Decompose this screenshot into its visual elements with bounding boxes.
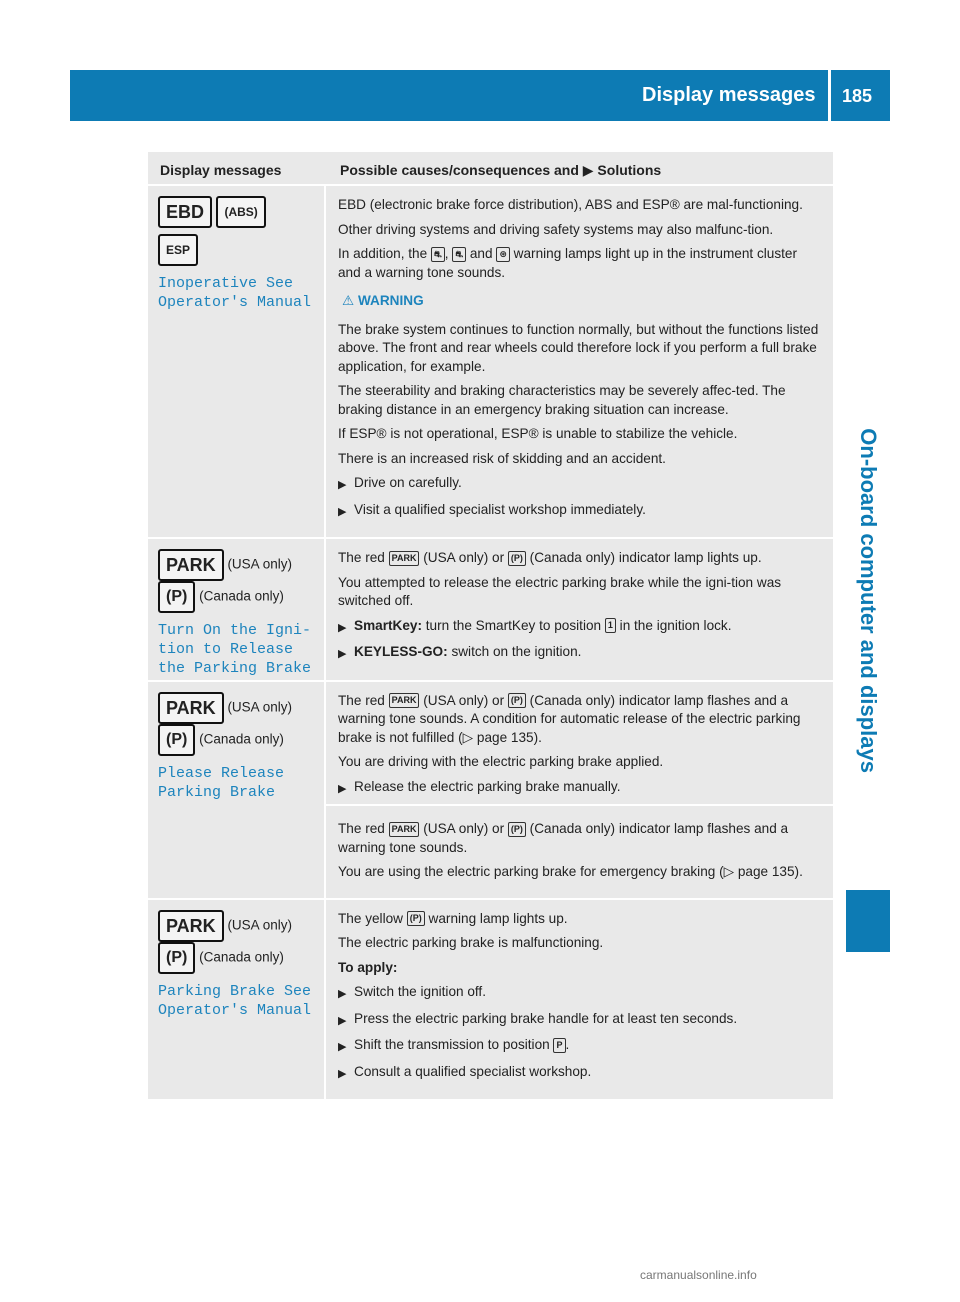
display-message: Turn On the Igni- tion to Release the Parking Brake (158, 622, 312, 677)
arrow-icon: ▶ (338, 988, 347, 1000)
text: and (469, 246, 493, 261)
watermark: carmanualsonline.info (640, 1268, 757, 1282)
text: Other driving systems and driving safety systems may also malfunc-tion. (338, 221, 774, 237)
side-tab (846, 121, 890, 801)
bullet-text: Press the electric parking brake handle for at least ten seconds. (354, 1010, 738, 1026)
text: The brake system continues to function normally, but without the functions listed above. The front and rear wheels could therefore lock if you perform a full brake application, for example. (338, 321, 819, 374)
text: (Canada only) indicator lamp flashes and a warning tone sounds. A condition for automatic release of the electric parking brake is not fulfilled (▷ page 135). (338, 692, 801, 745)
arrow-icon: ▶ (338, 1067, 347, 1080)
usa-caption: (USA only) (227, 917, 292, 933)
parking-brake-icon: (P) (158, 942, 195, 974)
text: You are driving with the electric parking brake applied. (338, 754, 664, 769)
text: In addition, the (338, 246, 428, 261)
bullet-text: in the ignition lock. (619, 617, 732, 633)
display-message: Please Release Parking Brake (158, 764, 285, 801)
text: The red (338, 550, 385, 565)
canada-caption: (Canada only) (199, 588, 284, 604)
arrow-icon: ▶ (338, 479, 347, 491)
text: (USA only) or (423, 692, 505, 708)
usa-caption: (USA only) (227, 699, 292, 715)
arrow-icon: ▶ (338, 505, 347, 518)
text: The red (338, 692, 385, 708)
table-row (148, 184, 833, 537)
side-title: On-board computer and displays (856, 428, 881, 773)
canada-caption: (Canada only) (199, 731, 284, 747)
usa-caption: (USA only) (227, 556, 292, 572)
parking-brake-small-icon: (P) (508, 693, 526, 708)
text: (Canada only) indicator lamp lights up. (529, 550, 762, 565)
park-icon: PARK (158, 692, 224, 724)
park-small-icon: PARK (389, 693, 420, 708)
text: The steerability and braking characteristics may be severely affec-ted. The braking distance in an emergency braking situation can increase. (338, 383, 786, 417)
bullet-text: Release the electric parking brake manually. (354, 778, 621, 794)
header-bar (70, 70, 890, 121)
arrow-icon: ▶ (338, 782, 347, 795)
bullet-text: Shift the transmission to position (354, 1037, 550, 1052)
parking-brake-small-icon: (P) (508, 822, 526, 837)
gear-position-icon: P (553, 1038, 565, 1053)
text: warning lamps light up in the instrument cluster and a warning tone sounds. (338, 246, 798, 280)
text: If ESP® is not operational, ESP® is unable to stabilize the vehicle. (338, 426, 738, 441)
parking-brake-small-icon: (P) (407, 911, 425, 926)
abs-icon: (ABS) (216, 196, 265, 228)
text: , (444, 246, 449, 261)
header-separator (828, 70, 831, 121)
text: (USA only) or (423, 821, 505, 836)
parking-brake-icon: (P) (158, 724, 195, 756)
text: The yellow (338, 910, 403, 926)
canada-caption: (Canada only) (199, 949, 284, 965)
table-header (148, 152, 833, 184)
messages-table (148, 152, 833, 1099)
bullet-text: turn the SmartKey to position (425, 617, 602, 633)
esp-icon: ESP (158, 234, 198, 266)
esp-off-icon: ⛐ (452, 247, 466, 262)
warning-icon: ⚠ (342, 293, 355, 308)
table-row (148, 537, 833, 680)
park-small-icon: PARK (389, 822, 420, 837)
parking-brake-small-icon: (P) (508, 551, 526, 566)
header-title: Display messages (642, 84, 816, 106)
page-number: 185 (842, 86, 873, 106)
col2-header: Possible causes/consequences and ▶ Solutions (340, 162, 662, 178)
to-apply-label: To apply: (338, 959, 398, 975)
text: warning lamp lights up. (428, 910, 568, 926)
bullet-text: Consult a qualified specialist workshop. (354, 1063, 592, 1079)
table-row (148, 680, 833, 898)
bullet-text: switch on the ignition. (451, 644, 582, 659)
arrow-icon: ▶ (338, 1041, 347, 1053)
key-position-icon: 1 (605, 618, 616, 633)
col1-header: Display messages (160, 162, 282, 178)
arrow-icon: ▶ (338, 648, 347, 660)
esp-warning-icon: ⛐ (431, 247, 445, 262)
text: The red (338, 821, 385, 836)
text: EBD (electronic brake force distribution), ABS and ESP® are mal-functioning. (338, 197, 803, 212)
arrow-icon: ▶ (338, 1014, 347, 1027)
side-marker (846, 890, 890, 952)
bullet-bold: SmartKey: (354, 617, 422, 633)
bullet-bold: KEYLESS-GO: (354, 644, 448, 659)
ebd-icon: EBD (158, 196, 212, 228)
text: You are using the electric parking brake for emergency braking (▷ page 135). (338, 864, 803, 879)
display-message: Parking Brake See Operator's Manual (158, 982, 312, 1019)
arrow-icon: ▶ (338, 621, 347, 634)
park-icon: PARK (158, 910, 224, 942)
park-small-icon: PARK (389, 551, 420, 566)
text: You attempted to release the electric parking brake while the igni-tion was switched off. (338, 574, 782, 608)
park-icon: PARK (158, 549, 224, 581)
parking-brake-icon: (P) (158, 581, 195, 613)
warning-label: WARNING (357, 293, 424, 308)
text: (USA only) or (423, 550, 505, 565)
text: (Canada only) indicator lamp flashes and a warning tone sounds. (338, 821, 789, 855)
table-row: PARK (USA only) (P) (Canada only) Parking Brake See Operator's Manual The yellow (P) warning lamp lights up. The electric parking brake is malfunctioning. To apply: ▶ Switch the ignition off. ▶ Press the electric parking brake handle for at least ten seconds. ▶ Shift the transmission to position P . ▶ Consult a qualified specialist workshop. (148, 898, 833, 1100)
text: There is an increased risk of skidding and an accident. (338, 450, 666, 466)
text: The electric parking brake is malfunctioning. (338, 935, 604, 950)
display-message: Inoperative See Operator's Manual (158, 275, 312, 311)
bullet-text: Visit a qualified specialist workshop immediately. (354, 501, 646, 517)
abs-warning-icon: ⊛ (496, 247, 510, 262)
bullet-text: Drive on carefully. (354, 475, 462, 490)
bullet-text: Switch the ignition off. (354, 984, 486, 999)
